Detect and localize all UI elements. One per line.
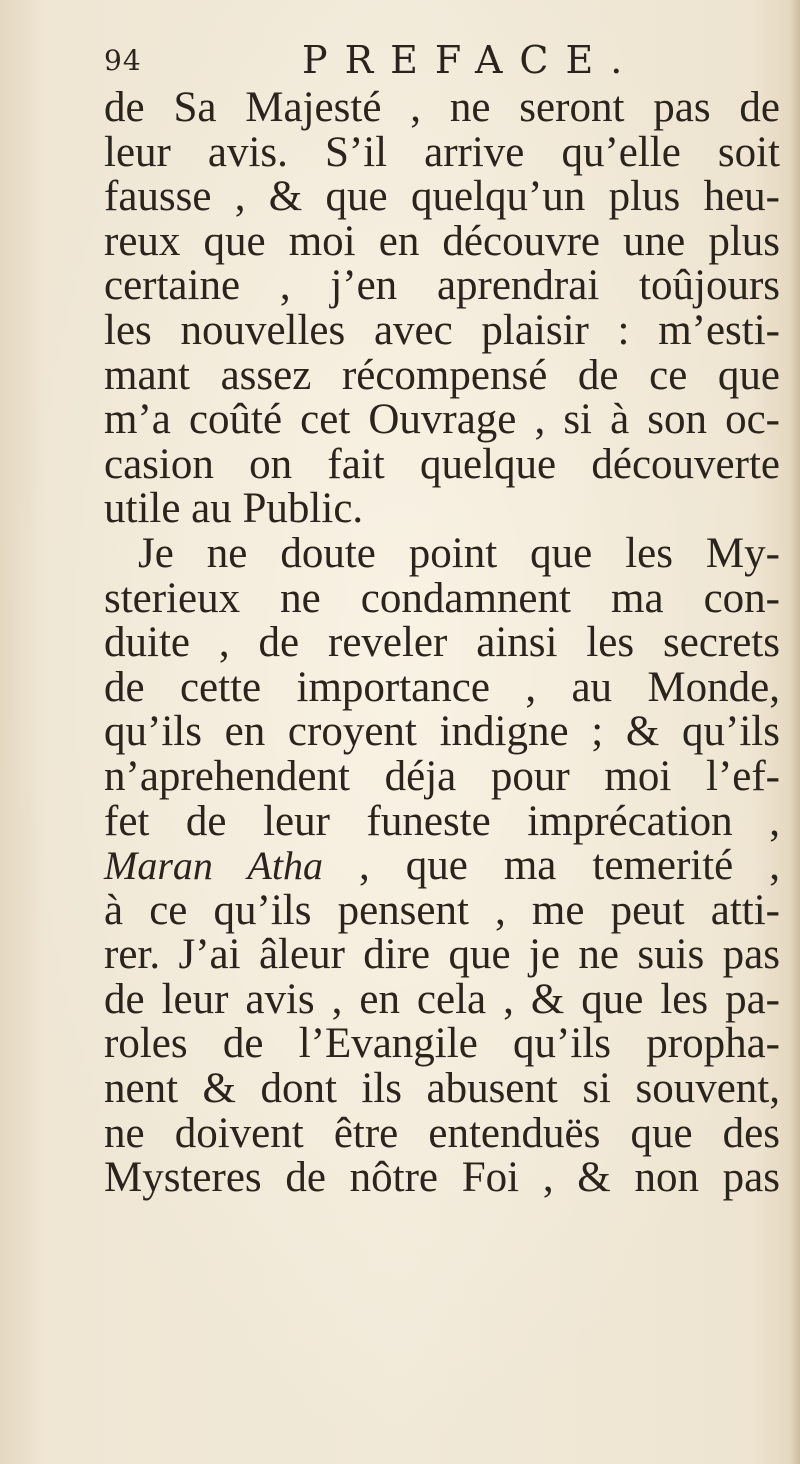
text-line: fausse , & que quelqu’un plus heu-	[104, 173, 780, 221]
text-line: sterieux ne condamnent ma con-	[104, 574, 780, 622]
text-line: duite , de reveler ainsi les secrets	[104, 619, 780, 667]
text-line: de cette importance , au Monde,	[104, 663, 780, 711]
paragraph-start-line: Je ne doute point que les My-	[138, 529, 780, 577]
text-line: nent & dont ils abusent si souvent,	[104, 1065, 780, 1113]
text-line: roles de l’Evangile qu’ils propha-	[104, 1020, 780, 1068]
text-line: de leur avis , en cela , & que les pa-	[104, 975, 780, 1023]
text-line: rer. J’ai âleur dire que je ne suis pas	[104, 931, 780, 979]
paragraph-end-line: utile au Public.	[104, 485, 364, 533]
text-line: reux que moi en découvre une plus	[104, 217, 780, 265]
text-line: les nouvelles avec plaisir : m’esti-	[104, 306, 780, 354]
page-number: 94	[104, 44, 142, 77]
text-line: de Sa Majesté , ne seront pas de	[104, 84, 780, 131]
text-line: n’aprehendent déja pour moi l’ef-	[104, 752, 780, 800]
text-line: Mysteres de nôtre Foi , & non pas	[104, 1154, 780, 1202]
text-line: ne doivent être entenduës que des	[104, 1109, 780, 1157]
page-edge-shadow	[790, 0, 800, 1464]
text-line: fet de leur funeste imprécation ,	[104, 797, 780, 845]
text-line: qu’ils en croyent indigne ; & qu’ils	[104, 708, 780, 756]
line-continuation: , que ma temerité ,	[358, 842, 780, 890]
text-line: m’a coûté cet Ouvrage , si à son oc-	[104, 396, 780, 444]
text-line: à ce qu’ils pensent , me peut atti-	[104, 886, 780, 934]
text-line: certaine , j’en aprendrai toûjours	[104, 262, 780, 310]
text-line: mant assez récompensé de ce que	[104, 351, 780, 399]
body-text	[104, 86, 780, 1201]
running-title: PREFACE.	[302, 38, 640, 82]
running-head	[104, 34, 704, 86]
maran-atha-line	[104, 844, 780, 889]
text-line: casion on fait quelque découverte	[104, 440, 780, 488]
text-line: leur avis. S’il arrive qu’elle soit	[104, 128, 780, 176]
italic-phrase: Maran Atha	[104, 843, 323, 889]
